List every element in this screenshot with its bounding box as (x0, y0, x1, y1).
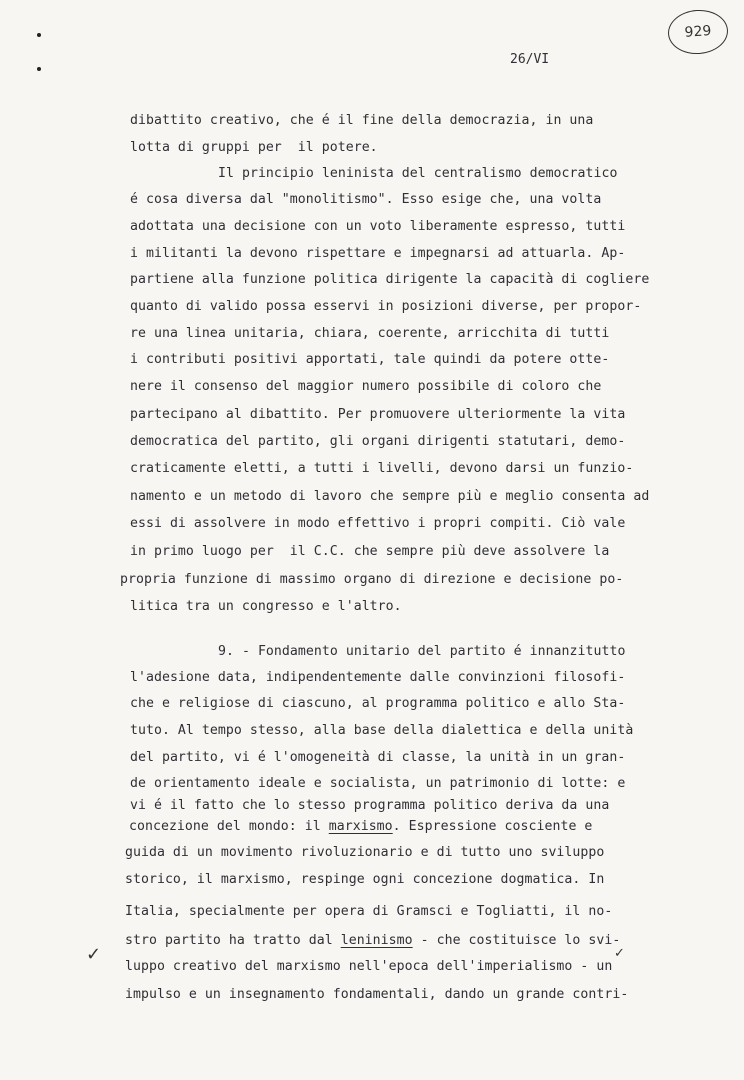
text-line: che e religiose di ciascuno, al programma politico e allo Sta- (130, 696, 626, 711)
text-line: partiene alla funzione politica dirigente la capacità di cogliere (130, 272, 650, 287)
margin-dot (37, 33, 41, 37)
text-line: l'adesione data, indipendentemente dalle convinzioni filosofi- (130, 670, 626, 685)
text-line: propria funzione di massimo organo di direzione e decisione po- (120, 572, 624, 587)
text-line: litica tra un congresso e l'altro. (130, 599, 402, 614)
archive-stamp (667, 8, 730, 56)
text-line: namento e un metodo di lavoro che sempre più e meglio consenta ad (130, 489, 650, 504)
text-line: dibattito creativo, che é il fine della democrazia, in una (130, 113, 594, 128)
text-line: impulso e un insegnamento fondamentali, dando un grande contri- (125, 987, 629, 1002)
text-line: del partito, vi é l'omogeneità di classe, la unità in un gran- (130, 750, 626, 765)
text-line: in primo luogo per il C.C. che sempre più deve assolvere la (130, 544, 610, 559)
handwritten-check-icon: ✓ (614, 946, 625, 961)
text-line: é cosa diversa dal "monolitismo". Esso esige che, una volta (130, 192, 602, 207)
text-line: de orientamento ideale e socialista, un patrimonio di lotte: e (130, 776, 626, 791)
text-line: nere il consenso del maggior numero possibile di coloro che (130, 379, 602, 394)
text-line: vi é il fatto che lo stesso programma politico deriva da una (130, 798, 610, 813)
margin-check-icon: ✓ (86, 944, 102, 965)
archive-stamp-number: 929 (684, 23, 712, 41)
text-line: i contributi positivi apportati, tale quindi da potere otte- (130, 352, 610, 367)
text-line: stro partito ha tratto dal leninismo - che costituisce lo svi- (125, 933, 621, 948)
text-line: craticamente eletti, a tutti i livelli, devono darsi un funzio- (130, 461, 634, 476)
text-line: lotta di gruppi per il potere. (130, 140, 378, 155)
text-line: democratica del partito, gli organi dirigenti statutari, demo- (130, 434, 626, 449)
text-line: adottata una decisione con un voto liberamente espresso, tutti (130, 219, 626, 234)
text-line: essi di assolvere in modo effettivo i propri compiti. Ciò vale (130, 516, 626, 531)
text-line: partecipano al dibattito. Per promuovere ulteriormente la vita (130, 407, 626, 422)
text-line: storico, il marxismo, respinge ogni concezione dogmatica. In (125, 872, 605, 887)
underlined-term-leninismo: leninismo (340, 933, 413, 948)
text-line: Il principio leninista del centralismo democratico (218, 166, 618, 181)
text-line: re una linea unitaria, chiara, coerente, arricchita di tutti (130, 326, 610, 341)
margin-dot (37, 67, 41, 71)
underlined-term-marxismo: marxismo (328, 819, 393, 834)
text-line: 9. - Fondamento unitario del partito é innanzitutto (218, 644, 626, 659)
text-line: concezione del mondo: il marxismo. Espressione cosciente e (129, 819, 593, 834)
text-line: luppo creativo del marxismo nell'epoca dell'imperialismo - un (125, 959, 613, 974)
text-line: quanto di valido possa esservi in posizioni diverse, per propor- (130, 299, 642, 314)
text-line: tuto. Al tempo stesso, alla base della dialettica e della unità (130, 723, 634, 738)
text-line: i militanti la devono rispettare e impegnarsi ad attuarla. Ap- (130, 246, 626, 261)
text-line: Italia, specialmente per opera di Gramsci e Togliatti, il no- (125, 904, 613, 919)
text-line: guida di un movimento rivoluzionario e di tutto uno sviluppo (125, 845, 605, 860)
page-number: 26/VI (510, 52, 550, 67)
